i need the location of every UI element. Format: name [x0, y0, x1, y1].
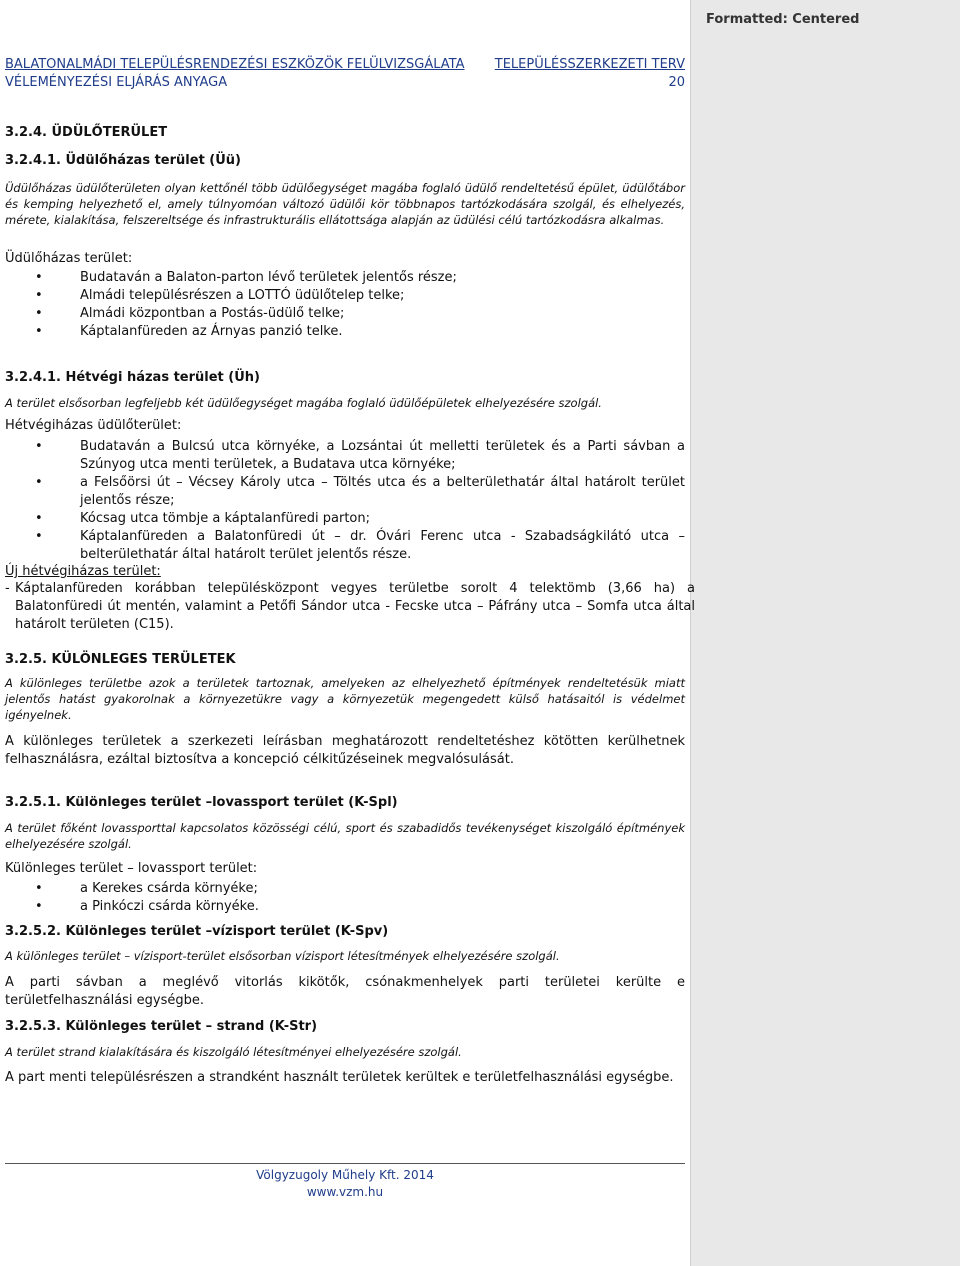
- section-heading: 3.2.5. KÜLÖNLEGES TERÜLETEK: [5, 652, 236, 667]
- list-item: • Budataván a Balaton-parton lévő területek jelentős része;: [35, 270, 457, 285]
- bullet-icon: •: [35, 288, 43, 303]
- bullet-icon: •: [35, 511, 43, 526]
- definition-text: Üdülőházas üdülőterületen olyan kettőnél több üdülőegységet magába foglaló üdülő rendeltetésű épület, üdülőtábor és kemping helyezhető el, amely túlnyomóan változó üdülői kör többnapos tartózkodására szolgál, és elhelyezés, mérete, kialakítása, felszereltsége és infrastrukturális ellátottsága alapján az üdülési célú tartózkodásra alkalmas.: [5, 181, 685, 227]
- subsection-heading: 3.2.5.1. Különleges terület –lovassport terület (K-Spl): [5, 795, 398, 810]
- body-paragraph: A part menti településrészen a strandként használt területek kerültek e területfelhasználási egységbe.: [5, 1070, 674, 1085]
- bullet-icon: •: [35, 306, 43, 321]
- header-plan-title: TELEPÜLÉSSZERKEZETI TERV: [494, 57, 685, 72]
- definition-text: A különleges terület – vízisport-terület elsősorban vízisport létesítmények elhelyezésére szolgál.: [5, 949, 560, 963]
- new-area-item: [5, 580, 695, 634]
- footer-company: Völgyzugoly Műhely Kft. 2014: [256, 1168, 434, 1182]
- header-line-2: [5, 74, 685, 92]
- list-item: • Káptalanfüreden a Balatonfüredi út – dr. Óvári Ferenc utca - Szabadságkilátó utca – belterülethatár által határolt terület jelentős része.: [35, 529, 685, 562]
- bullet-icon: •: [35, 439, 43, 454]
- new-area-label: Új hétvégiházas terület:: [5, 564, 161, 579]
- list-item: • Almádi településrészen a LOTTÓ üdülőtelep telke;: [35, 288, 405, 303]
- bullet-icon: •: [35, 899, 43, 914]
- header-line-1: [5, 56, 685, 74]
- comment-pane: [690, 0, 960, 1266]
- subsection-heading: 3.2.5.3. Különleges terület – strand (K-Str): [5, 1019, 318, 1034]
- new-area-text: Káptalanfüreden korábban településközpont vegyes területbe sorolt 4 telektömb (3,66 ha) a Balatonfüredi út mentén, valamint a Petőfi Sándor utca - Fecske utca – Páfrány utca – Somfa utca által határolt területen (C15).: [15, 581, 695, 632]
- bullet-icon: •: [35, 270, 43, 285]
- page-number: 20: [668, 75, 685, 90]
- list-intro: Üdülőházas terület:: [5, 251, 133, 266]
- comment-format-label: Formatted: Centered: [706, 12, 860, 27]
- list-item: • Budataván a Bulcsú utca környéke, a Lozsántai út melletti területek és a Parti sávban a Szúnyog utca menti területek, a Budatava utca környéke;: [35, 439, 685, 472]
- list-item: • a Pinkóczi csárda környéke.: [35, 899, 259, 914]
- bullet-list: [5, 438, 685, 564]
- subsection-heading: 3.2.4.1. Üdülőházas terület (Üü): [5, 153, 241, 168]
- bullet-icon: •: [35, 881, 43, 896]
- list-item: • a Kerekes csárda környéke;: [35, 881, 258, 896]
- subsection-heading: 3.2.5.2. Különleges terület –vízisport terület (K-Spv): [5, 924, 389, 939]
- body-paragraph: A különleges területek a szerkezeti leírásban meghatározott rendeltetéshez kötötten kerülhetnek felhasználásra, ezáltal biztosítva a koncepció célkitűzéseinek megvalósulását.: [5, 734, 685, 767]
- list-intro: Különleges terület – lovassport terület:: [5, 861, 258, 876]
- footer-divider: [5, 1163, 685, 1164]
- bullet-list: [5, 880, 685, 916]
- bullet-list: [5, 269, 685, 341]
- bullet-icon: •: [35, 529, 43, 544]
- dash-marker: -: [5, 581, 10, 596]
- list-intro: Hétvégiházas üdülőterület:: [5, 418, 182, 433]
- list-item: • Kócsag utca tömbje a káptalanfüredi parton;: [35, 511, 370, 526]
- definition-text: A különleges területbe azok a területek tartoznak, amelyeken az elhelyezhető építmények rendeltetésük miatt jelentős hatást gyakorolnak a környezetükre vagy a környezetük megengedett külső hatásaitól is védelmet igényelnek.: [5, 676, 685, 722]
- bullet-icon: •: [35, 475, 43, 490]
- definition-text: A terület strand kialakítására és kiszolgáló létesítményei elhelyezésére szolgál.: [5, 1045, 462, 1059]
- list-item: • Káptalanfüreden az Árnyas panzió telke.: [35, 324, 343, 339]
- list-item: • a Felsőörsi út – Vécsey Károly utca – Töltés utca és a belterülethatár által határolt terület jelentős része;: [35, 475, 685, 508]
- list-item: • Almádi központban a Postás-üdülő telke;: [35, 306, 345, 321]
- body-paragraph: A parti sávban a meglévő vitorlás kikötők, csónakmenhelyek parti területei kerülte e területfelhasználási egységbe.: [5, 975, 685, 1008]
- bullet-icon: •: [35, 324, 43, 339]
- header-project-title: BALATONALMÁDI TELEPÜLÉSRENDEZÉSI ESZKÖZÖK FELÜLVIZSGÁLATA: [5, 57, 465, 72]
- definition-text: A terület elsősorban legfeljebb két üdülőegységet magába foglaló üdülőépületek elhelyezésére szolgál.: [5, 396, 602, 410]
- header-procedure: VÉLEMÉNYEZÉSI ELJÁRÁS ANYAGA: [5, 75, 228, 90]
- subsection-heading: 3.2.4.1. Hétvégi házas terület (Üh): [5, 370, 260, 385]
- footer-url[interactable]: www.vzm.hu: [306, 1185, 384, 1199]
- section-heading: 3.2.4. ÜDÜLŐTERÜLET: [5, 125, 168, 140]
- definition-text: A terület főként lovassporttal kapcsolatos közösségi célú, sport és szabadidős tevékenységet kiszolgáló építmények elhelyezésére szolgál.: [5, 821, 685, 851]
